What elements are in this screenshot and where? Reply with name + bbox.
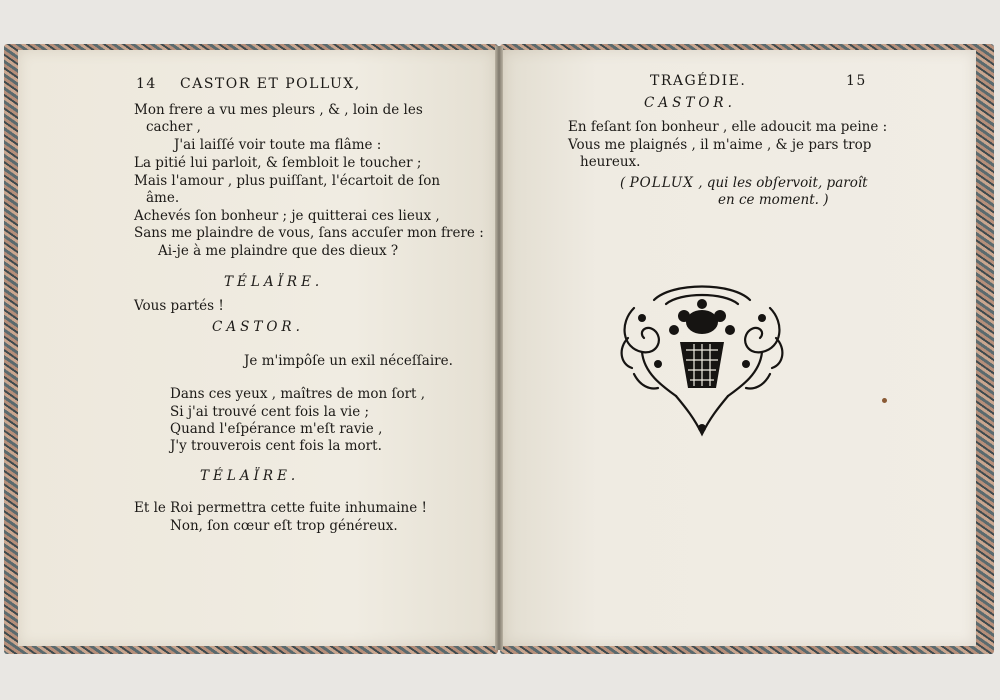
stanza-line: Dans ces yeux , maîtres de mon ſort , (170, 386, 426, 402)
text-line: Et le Roi permettra cette fuite inhumaine ! (134, 500, 427, 516)
right-page-number: 15 (846, 73, 867, 89)
stage-direction-paren: ( (620, 175, 626, 191)
speaker-castor: CASTOR. (212, 319, 304, 335)
text-line: Mon frere a vu mes pleurs , & , loin de les (134, 102, 423, 118)
stage-direction-text: , qui les obſervoit, paroît (698, 175, 868, 191)
stanza-line: Si j'ai trouvé cent fois la vie ; (170, 404, 370, 420)
text-line: En feſant ſon bonheur , elle adoucit ma peine : (568, 119, 888, 135)
book-gutter (495, 46, 503, 650)
foxing-spot (882, 398, 887, 403)
text-line: Achevés ſon bonheur ; je quitterai ces lieux , (134, 208, 440, 224)
text-line: Sans me plaindre de vous, ſans accuſer mon frere : (134, 225, 484, 241)
stage-direction-name: POLLUX (629, 175, 694, 191)
speaker-telaire: TÉLAÏRE. (224, 274, 324, 290)
stage-direction-line: en ce moment. ) (718, 192, 829, 208)
right-running-head: TRAGÉDIE. (650, 73, 747, 89)
text-line: Vous partés ! (134, 298, 224, 314)
text-line: cacher , (146, 119, 201, 135)
speaker-castor: CASTOR. (644, 95, 736, 111)
text-line: âme. (146, 190, 180, 206)
text-line: Je m'impôſe un exil néceſſaire. (244, 353, 453, 369)
left-running-head: CASTOR ET POLLUX, (180, 76, 361, 92)
speaker-telaire: TÉLAÏRE. (200, 468, 300, 484)
stanza-line: J'y trouverois cent fois la mort. (170, 438, 382, 454)
text-line: J'ai laiſſé voir toute ma flâme : (174, 137, 382, 153)
text-line: heureux. (580, 154, 641, 170)
text-line: Mais l'amour , plus puiſſant, l'écartoit de ſon (134, 173, 441, 189)
stage-direction (620, 174, 868, 192)
floral-vignette-icon (614, 278, 790, 438)
stanza-line: Quand l'eſpérance m'eſt ravie , (170, 421, 383, 437)
text-line: Non, ſon cœur eſt trop généreux. (170, 518, 398, 534)
text-line: Ai-je à me plaindre que des dieux ? (158, 243, 399, 259)
text-line: Vous me plaignés , il m'aime , & je pars trop (568, 137, 872, 153)
left-page-number: 14 (136, 76, 157, 92)
text-line: La pitié lui parloit, & ſembloit le toucher ; (134, 155, 422, 171)
